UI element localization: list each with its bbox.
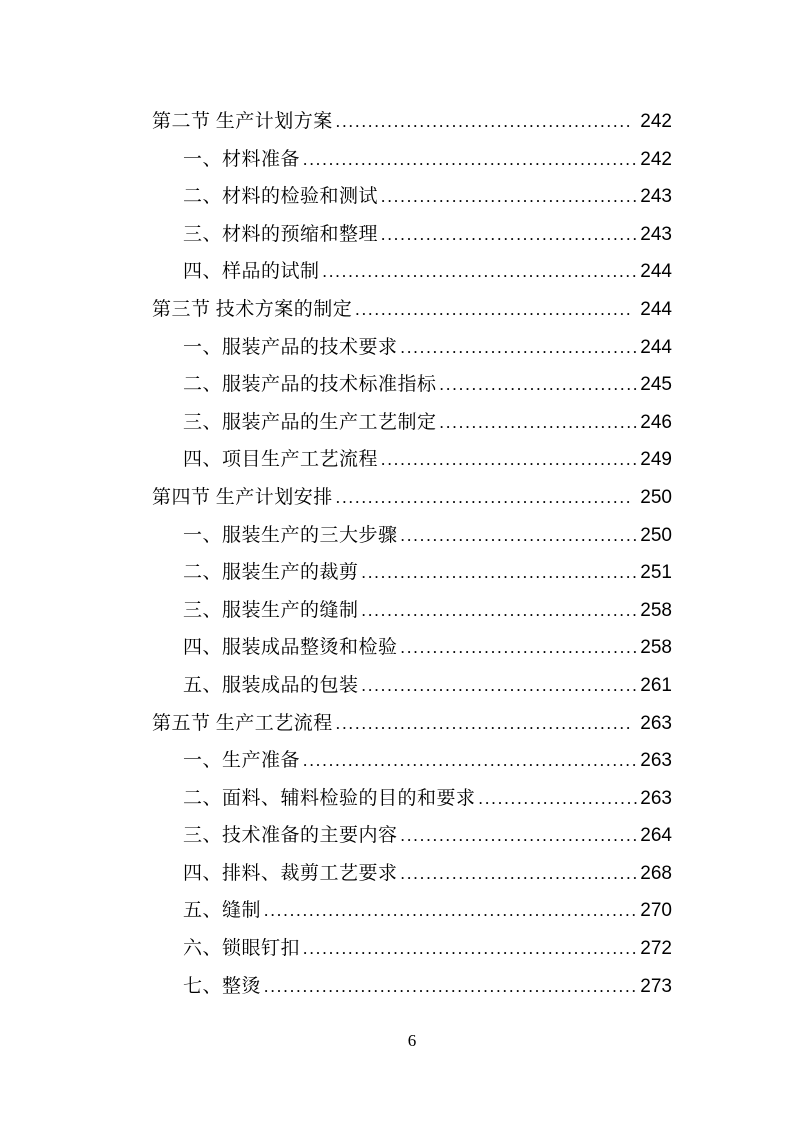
dot-leader xyxy=(362,667,638,705)
toc-entry-label: 七、整烫 xyxy=(183,975,262,997)
dot-leader xyxy=(362,554,638,592)
toc-entry[interactable] xyxy=(152,554,672,592)
toc-entry-label: 一、材料准备 xyxy=(183,148,301,170)
toc-entry-label: 四、排料、裁剪工艺要求 xyxy=(183,862,398,884)
toc-entry-page: 244 xyxy=(640,298,672,320)
toc-entry-page: 246 xyxy=(640,411,672,433)
toc-entry-label: 一、服装产品的技术要求 xyxy=(183,336,398,358)
toc-entry-label: 二、面料、辅料检验的目的和要求 xyxy=(183,787,476,809)
toc-entry[interactable] xyxy=(152,855,672,893)
dot-leader xyxy=(479,780,638,818)
toc-entry-page: 263 xyxy=(640,750,672,772)
toc-entry-label: 二、服装生产的裁剪 xyxy=(183,562,359,584)
dot-leader xyxy=(440,366,638,404)
toc-entry-page: 261 xyxy=(640,674,672,696)
toc-entry-page: 244 xyxy=(640,261,672,283)
toc-entry-label: 二、材料的检验和测试 xyxy=(183,186,379,208)
toc-entry-page: 273 xyxy=(640,975,672,997)
dot-leader xyxy=(401,329,638,367)
toc-entry[interactable] xyxy=(152,817,672,855)
toc-entry[interactable] xyxy=(152,103,672,141)
toc-entry[interactable] xyxy=(152,141,672,179)
toc-entry-label: 四、样品的试制 xyxy=(183,261,320,283)
toc-entry[interactable] xyxy=(152,479,672,517)
toc-entry-label: 第三节 技术方案的制定 xyxy=(152,298,353,320)
dot-leader xyxy=(381,441,637,479)
toc-entry-page: 264 xyxy=(640,825,672,847)
toc-entry-page: 244 xyxy=(640,336,672,358)
toc-entry[interactable] xyxy=(152,592,672,630)
toc-list xyxy=(152,103,672,1005)
toc-entry[interactable] xyxy=(152,253,672,291)
dot-leader xyxy=(336,103,633,141)
toc-entry-label: 第四节 生产计划安排 xyxy=(152,486,333,508)
toc-entry[interactable] xyxy=(152,291,672,329)
dot-leader xyxy=(303,742,637,780)
toc-entry[interactable] xyxy=(152,780,672,818)
toc-entry[interactable] xyxy=(152,629,672,667)
dot-leader xyxy=(336,705,633,743)
toc-entry-label: 四、服装成品整烫和检验 xyxy=(183,637,398,659)
dot-leader xyxy=(303,141,637,179)
dot-leader xyxy=(401,629,638,667)
dot-leader xyxy=(362,592,638,630)
dot-leader xyxy=(336,479,633,517)
toc-entry-page: 249 xyxy=(640,449,672,471)
toc-entry[interactable] xyxy=(152,366,672,404)
toc-entry-label: 三、服装产品的生产工艺制定 xyxy=(183,411,437,433)
dot-leader xyxy=(381,216,637,254)
toc-entry-page: 258 xyxy=(640,637,672,659)
dot-leader xyxy=(440,404,638,442)
dot-leader xyxy=(323,253,638,291)
dot-leader xyxy=(264,968,637,1006)
toc-entry-label: 四、项目生产工艺流程 xyxy=(183,449,379,471)
toc-entry[interactable] xyxy=(152,705,672,743)
dot-leader xyxy=(401,817,638,855)
dot-leader xyxy=(264,892,637,930)
toc-entry-page: 263 xyxy=(640,712,672,734)
toc-entry-page: 242 xyxy=(640,111,672,132)
toc-entry-page: 270 xyxy=(640,900,672,922)
toc-entry[interactable] xyxy=(152,892,672,930)
toc-entry[interactable] xyxy=(152,667,672,705)
toc-entry-page: 243 xyxy=(640,223,672,245)
dot-leader xyxy=(401,517,638,555)
dot-leader xyxy=(303,930,637,968)
toc-entry[interactable] xyxy=(152,178,672,216)
toc-entry-label: 六、锁眼钉扣 xyxy=(183,938,301,960)
toc-entry-label: 一、服装生产的三大步骤 xyxy=(183,524,398,546)
toc-entry-page: 263 xyxy=(640,787,672,809)
toc-entry-label: 三、材料的预缩和整理 xyxy=(183,223,379,245)
toc-entry-label: 第二节 生产计划方案 xyxy=(152,111,333,132)
toc-entry-label: 三、技术准备的主要内容 xyxy=(183,825,398,847)
toc-entry[interactable] xyxy=(152,517,672,555)
toc-entry[interactable] xyxy=(152,930,672,968)
toc-entry-page: 268 xyxy=(640,862,672,884)
toc-entry-label: 二、服装产品的技术标准指标 xyxy=(183,374,437,396)
toc-entry-label: 第五节 生产工艺流程 xyxy=(152,712,333,734)
toc-entry-label: 五、缝制 xyxy=(183,900,262,922)
toc-entry-page: 251 xyxy=(640,562,672,584)
toc-entry-page: 242 xyxy=(640,148,672,170)
toc-entry-label: 一、生产准备 xyxy=(183,750,301,772)
dot-leader xyxy=(355,291,632,329)
toc-entry-page: 272 xyxy=(640,938,672,960)
dot-leader xyxy=(401,855,638,893)
toc-entry[interactable] xyxy=(152,968,672,1006)
toc-entry-page: 250 xyxy=(640,486,672,508)
toc-entry-label: 五、服装成品的包装 xyxy=(183,674,359,696)
page-footer xyxy=(152,1031,672,1051)
toc-entry[interactable] xyxy=(152,441,672,479)
page-number: 6 xyxy=(407,1031,417,1051)
toc-entry[interactable] xyxy=(152,216,672,254)
toc-entry[interactable] xyxy=(152,404,672,442)
toc-entry[interactable] xyxy=(152,329,672,367)
toc-entry-page: 250 xyxy=(640,524,672,546)
dot-leader xyxy=(381,178,637,216)
toc-entry-page: 245 xyxy=(640,374,672,396)
toc-entry-page: 243 xyxy=(640,186,672,208)
toc-entry[interactable] xyxy=(152,742,672,780)
toc-entry-page: 258 xyxy=(640,599,672,621)
toc-entry-label: 三、服装生产的缝制 xyxy=(183,599,359,621)
